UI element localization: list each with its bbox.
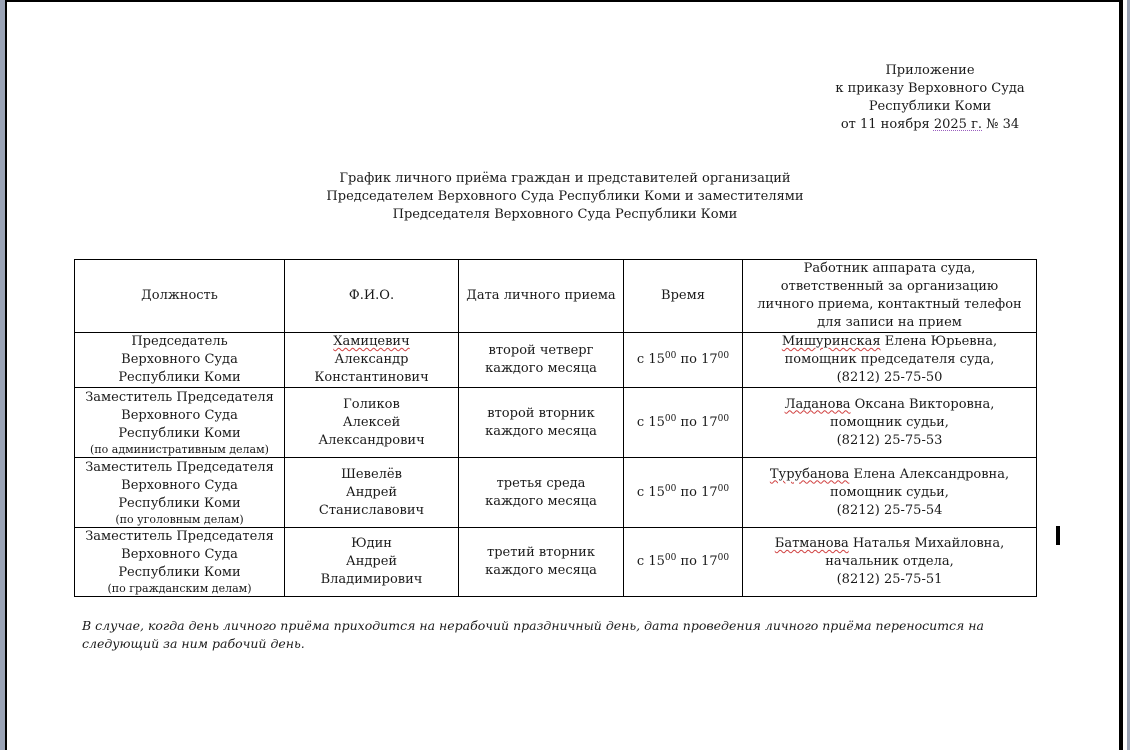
footnote: В случае, когда день личного приёма приходится на нерабочий праздничный день, дата проведения личного приёма переносится на следующий за ним рабочий день. <box>82 618 984 651</box>
table-row <box>75 528 1037 597</box>
cell-position <box>75 333 285 388</box>
time-from: с 15 <box>636 414 665 430</box>
staff-surname: Батманова <box>774 536 849 551</box>
staff-role: помощник судьи, <box>830 484 949 500</box>
table-header-row <box>75 260 1037 333</box>
cell-staff <box>743 333 1037 388</box>
cell-name <box>285 458 459 528</box>
position-line: Верховного Суда <box>121 352 238 367</box>
name-line: Владимирович <box>320 572 423 587</box>
staff-given-names: Оксана Викторовна, <box>850 396 995 412</box>
time-from: с 15 <box>636 554 665 569</box>
position-line: Верховного Суда <box>121 407 238 423</box>
header-position: Должность <box>75 260 285 333</box>
time-from-minutes: 00 <box>664 351 677 361</box>
title-line: Председателем Верховного Суда Республики Коми и заместителями <box>326 189 804 204</box>
order-date-prefix: от 11 ноября <box>840 117 934 132</box>
staff-phone: (8212) 25-75-53 <box>836 432 943 448</box>
position-note: (по уголовным делам) <box>115 512 244 526</box>
time-from-minutes: 00 <box>664 413 677 424</box>
position-line: Заместитель Председателя <box>85 529 274 544</box>
title-line: График личного приёма граждан и представителей организаций <box>339 171 791 186</box>
position-line: Верховного Суда <box>121 547 238 562</box>
name-line: Шевелёв <box>341 466 402 482</box>
time-to: по 17 <box>676 484 718 500</box>
name-line: Станиславович <box>318 502 425 518</box>
annex-header <box>780 62 1080 134</box>
staff-phone: (8212) 25-75-54 <box>836 502 943 518</box>
name-line: Алексей <box>342 414 401 430</box>
cell-date <box>459 388 624 458</box>
cell-time <box>624 388 743 458</box>
time-to: по 17 <box>676 554 718 569</box>
date-line: второй вторник <box>487 405 595 421</box>
time-from: с 15 <box>636 352 665 367</box>
header-staff-line: для записи на прием <box>817 315 962 330</box>
cell-staff <box>743 458 1037 528</box>
name-line: Андрей <box>345 554 398 569</box>
text-cursor <box>1056 526 1060 545</box>
surname: Хамицевич <box>333 334 410 349</box>
position-line: Заместитель Председателя <box>85 389 274 405</box>
cell-time <box>624 333 743 388</box>
staff-phone: (8212) 25-75-51 <box>836 572 943 587</box>
staff-name-line <box>745 333 1034 351</box>
staff-name-line <box>745 466 1034 484</box>
order-year: 2025 г. <box>933 117 983 132</box>
cell-time <box>624 528 743 597</box>
position-line: Верховного Суда <box>121 477 238 493</box>
date-line: второй четверг <box>488 343 594 358</box>
time-to-minutes: 00 <box>717 553 730 563</box>
name-line: Голиков <box>343 396 400 412</box>
staff-given-names: Наталья Михайловна, <box>848 536 1005 551</box>
cell-name <box>285 388 459 458</box>
staff-surname: Турубанова <box>769 466 850 482</box>
position-note: (по гражданским делам) <box>107 582 252 595</box>
cell-name <box>285 528 459 597</box>
position-note: (по административным делам) <box>90 442 269 456</box>
cell-date <box>459 528 624 597</box>
time-to-minutes: 00 <box>717 413 730 424</box>
cell-date <box>459 333 624 388</box>
header-date: Дата личного приема <box>459 260 624 333</box>
date-line: каждого месяца <box>485 361 597 376</box>
cell-staff <box>743 528 1037 597</box>
table-row <box>75 388 1037 458</box>
name-line: Юдин <box>351 536 392 551</box>
annex-line: к приказу Верховного Суда <box>835 81 1025 96</box>
schedule-table <box>74 259 1037 597</box>
annex-order-line <box>780 116 1080 134</box>
position-line: Республики Коми <box>118 370 241 385</box>
cell-staff <box>743 388 1037 458</box>
title-line: Председателя Верховного Суда Республики Коми <box>392 207 738 222</box>
header-staff-line: ответственный за организацию <box>780 279 999 294</box>
staff-name-line <box>745 396 1034 414</box>
cell-name <box>285 333 459 388</box>
staff-given-names: Елена Александровна, <box>849 466 1010 482</box>
order-number: № 34 <box>982 117 1020 132</box>
date-line: третья среда <box>496 475 586 491</box>
time-from-minutes: 00 <box>664 553 677 563</box>
position-line: Председатель <box>131 334 228 349</box>
name-line <box>287 333 456 351</box>
annex-line: Республики Коми <box>868 99 992 114</box>
table-row <box>75 458 1037 528</box>
position-line: Заместитель Председателя <box>85 459 274 475</box>
time-to-minutes: 00 <box>717 483 730 494</box>
name-line: Константинович <box>314 370 429 385</box>
staff-role: начальник отдела, <box>825 554 954 569</box>
header-name: Ф.И.О. <box>285 260 459 333</box>
header-time: Время <box>624 260 743 333</box>
cell-position <box>75 388 285 458</box>
staff-phone: (8212) 25-75-50 <box>836 370 943 385</box>
header-staff-line: личного приема, контактный телефон <box>757 297 1022 312</box>
position-line: Республики Коми <box>118 425 241 441</box>
time-from-minutes: 00 <box>664 483 677 494</box>
cell-date <box>459 458 624 528</box>
staff-surname: Ладанова <box>784 396 851 412</box>
cell-time <box>624 458 743 528</box>
time-to: по 17 <box>676 352 718 367</box>
document-title <box>265 170 865 224</box>
staff-role: помощник председателя суда, <box>784 352 995 367</box>
table-row <box>75 333 1037 388</box>
date-line: каждого месяца <box>485 563 597 578</box>
name-line: Александр <box>334 352 409 367</box>
cell-position <box>75 458 285 528</box>
position-line: Республики Коми <box>118 565 241 580</box>
date-line: каждого месяца <box>485 493 597 509</box>
name-line: Андрей <box>345 484 398 500</box>
time-from: с 15 <box>636 484 665 500</box>
time-to-minutes: 00 <box>717 351 730 361</box>
header-staff <box>743 260 1037 333</box>
date-line: каждого месяца <box>485 423 597 439</box>
header-staff-line: Работник аппарата суда, <box>803 261 976 276</box>
annex-line: Приложение <box>885 63 975 78</box>
cell-position <box>75 528 285 597</box>
name-line: Александрович <box>318 432 425 448</box>
time-to: по 17 <box>676 414 718 430</box>
staff-given-names: Елена Юрьевна, <box>880 334 998 349</box>
date-line: третий вторник <box>487 545 595 560</box>
staff-surname: Мишуринская <box>781 334 881 349</box>
staff-name-line <box>745 535 1034 553</box>
staff-role: помощник судьи, <box>830 414 949 430</box>
position-line: Республики Коми <box>118 495 241 511</box>
